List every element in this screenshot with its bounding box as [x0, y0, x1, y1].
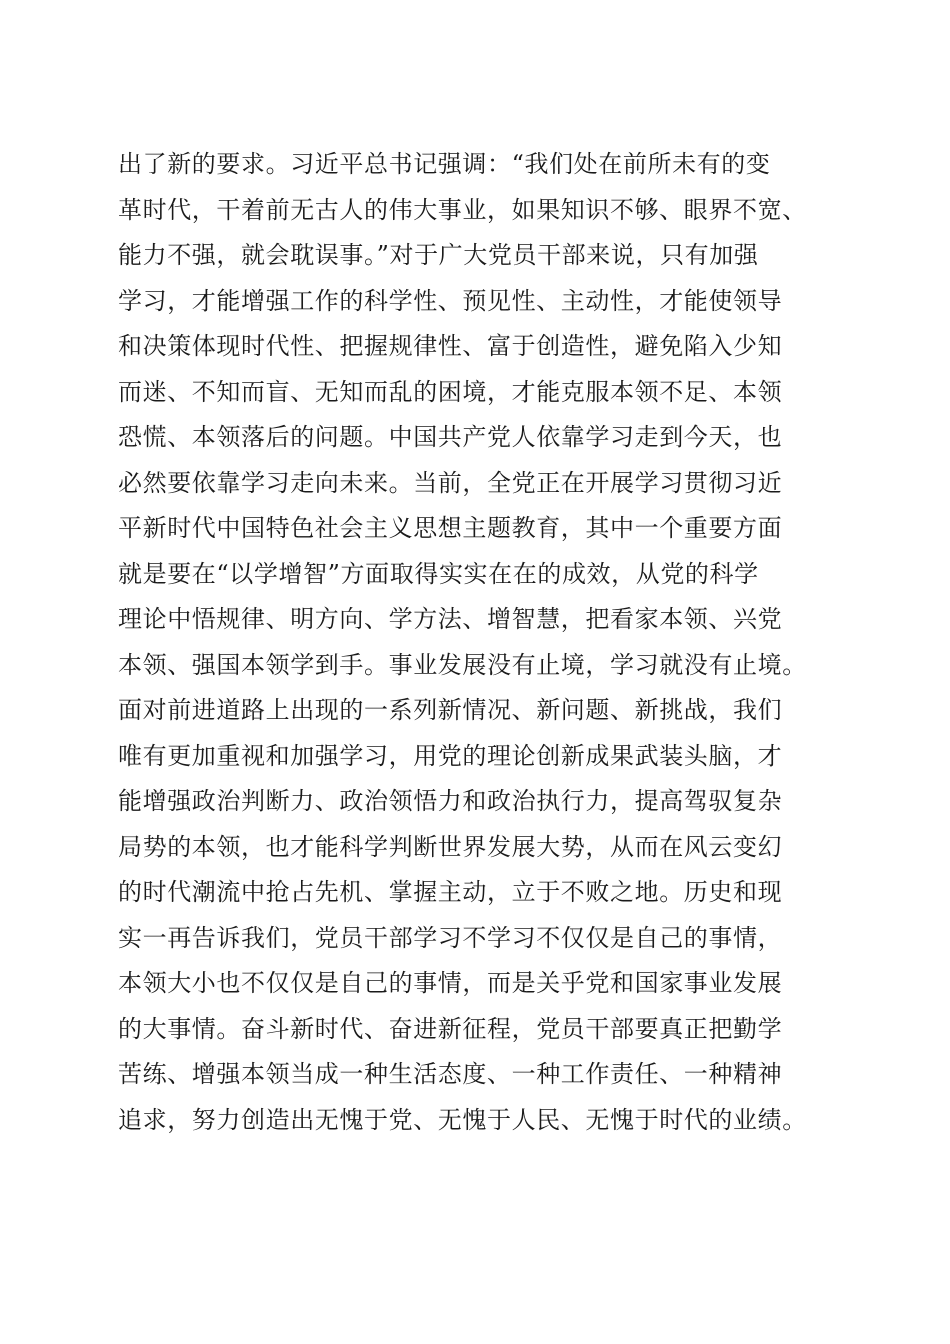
text-line-5: 和决策体现时代性、把握规律性、富于创造性，避免陷入少知 [118, 332, 783, 360]
text-line-21: 苦练、增强本领当成一种生活态度、一种工作责任、一种精神 [118, 1060, 783, 1088]
text-line-1: 出了新的要求。习近平总书记强调：“我们处在前所未有的变 [118, 150, 771, 178]
text-line-18: 实一再告诉我们，党员干部学习不学习不仅仅是自己的事情， [118, 923, 783, 952]
text-line-10: 就是要在“以学增智”方面取得实实在在的成效，从党的科学 [118, 559, 759, 588]
text-line-19: 本领大小也不仅仅是自己的事情，而是关乎党和国家事业发展 [118, 969, 783, 997]
text-line-15: 能增强政治判断力、政治领悟力和政治执行力，提高驾驭复杂 [118, 787, 783, 815]
text-line-8: 必然要依靠学习走向未来。当前，全党正在开展学习贯彻习近 [118, 468, 783, 497]
text-line-13: 面对前进道路上出现的一系列新情况、新问题、新挑战，我们 [118, 696, 783, 724]
text-line-4: 学习，才能增强工作的科学性、预见性、主动性，才能使领导 [118, 286, 783, 315]
text-line-9: 平新时代中国特色社会主义思想主题教育，其中一个重要方面 [118, 514, 783, 542]
text-line-17: 的时代潮流中抢占先机、掌握主动，立于不败之地。历史和现 [118, 878, 783, 906]
text-line-16: 局势的本领，也才能科学判断世界发展大势，从而在风云变幻 [118, 832, 783, 861]
body-paragraph [118, 142, 838, 1143]
text-line-14: 唯有更加重视和加强学习，用党的理论创新成果武装头脑，才 [118, 741, 783, 770]
text-line-3: 能力不强，就会耽误事。”对于广大党员干部来说，只有加强 [118, 241, 759, 269]
text-line-20: 的大事情。奋斗新时代、奋进新征程，党员干部要真正把勤学 [118, 1014, 783, 1043]
text-line-2: 革时代，干着前无古人的伟大事业，如果知识不够、眼界不宽、 [118, 195, 807, 224]
text-line-11: 理论中悟规律、明方向、学方法、增智慧，把看家本领、兴党 [118, 605, 783, 633]
text-line-22: 追求，努力创造出无愧于党、无愧于人民、无愧于时代的业绩。 [118, 1105, 807, 1134]
text-line-12: 本领、强国本领学到手。事业发展没有止境，学习就没有止境。 [118, 650, 807, 679]
text-line-7: 恐慌、本领落后的问题。中国共产党人依靠学习走到今天，也 [118, 423, 783, 451]
text-line-6: 而迷、不知而盲、无知而乱的困境，才能克服本领不足、本领 [118, 377, 783, 406]
